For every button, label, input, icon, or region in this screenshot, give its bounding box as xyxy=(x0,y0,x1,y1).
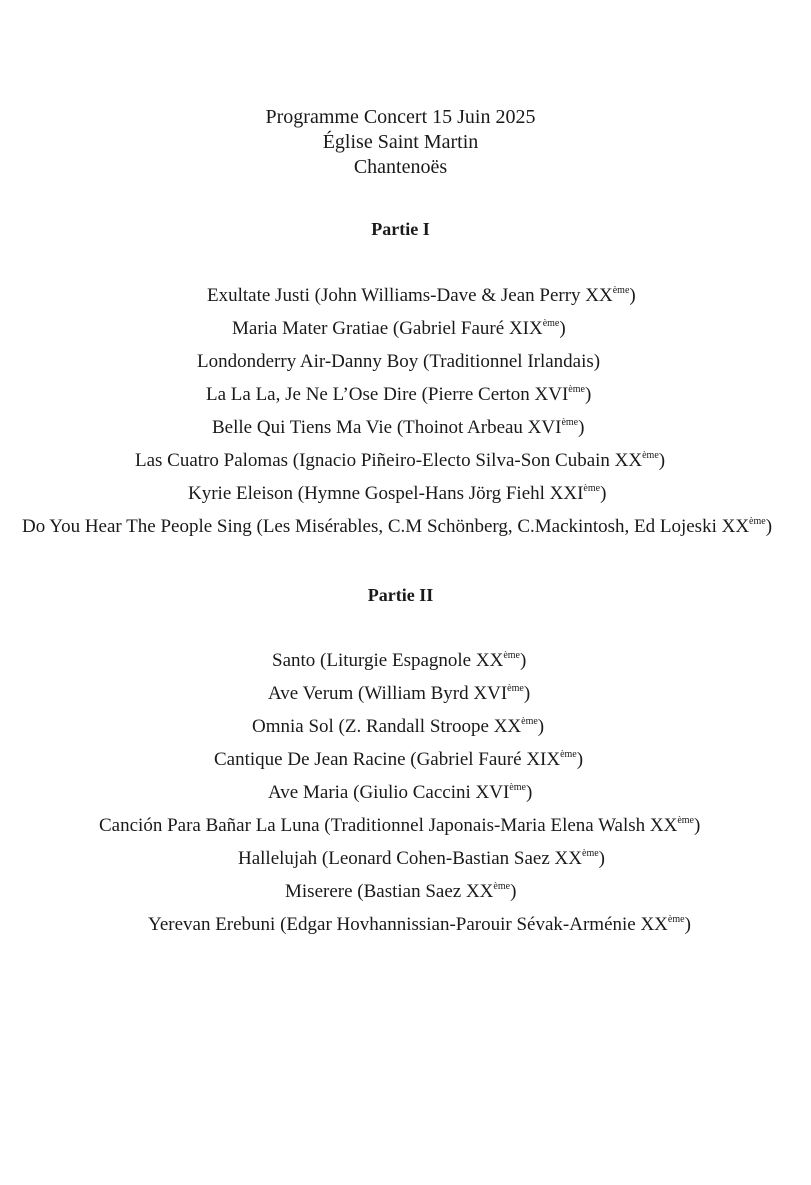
piece-title: Hallelujah (Leonard Cohen-Bastian Saez XX xyxy=(238,848,582,869)
piece-superscript: ème xyxy=(503,650,520,661)
piece-title: Miserere (Bastian Saez XX xyxy=(285,881,494,902)
piece-line xyxy=(285,880,516,904)
piece-line xyxy=(232,317,566,341)
piece-superscript: ème xyxy=(582,848,599,859)
piece-close: ) xyxy=(578,417,585,438)
piece-superscript: ème xyxy=(568,384,585,395)
document-title: Programme Concert 15 Juin 2025 xyxy=(265,106,536,128)
piece-title: Exultate Justi (John Williams-Dave & Jean Perry XX xyxy=(207,285,613,306)
piece-superscript: ème xyxy=(642,450,659,461)
piece-line xyxy=(272,649,526,673)
piece-title: Yerevan Erebuni (Edgar Hovhannissian-Parouir Sévak-Arménie XX xyxy=(148,914,668,935)
piece-line xyxy=(188,482,606,506)
piece-close: ) xyxy=(765,516,773,537)
piece-title: La La La, Je Ne L’Ose Dire (Pierre Certon XVI xyxy=(206,384,569,405)
piece-title: Cantique De Jean Racine (Gabriel Fauré XIX xyxy=(214,749,561,770)
piece-line xyxy=(252,715,544,739)
piece-line xyxy=(207,284,636,308)
piece-close: ) xyxy=(694,815,701,836)
piece-superscript: ème xyxy=(560,749,577,760)
piece-close: ) xyxy=(684,914,691,935)
piece-superscript: ème xyxy=(677,815,694,826)
piece-close: ) xyxy=(525,782,533,803)
piece-line xyxy=(214,748,583,772)
piece-line xyxy=(22,515,772,539)
piece-close: ) xyxy=(629,285,636,306)
piece-title: Kyrie Eleison (Hymne Gospel-Hans Jörg Fiehl XXI xyxy=(188,483,584,504)
piece-title: Santo (Liturgie Espagnole XX xyxy=(272,650,504,671)
piece-title: Londonderry Air-Danny Boy (Traditionnel Irlandais) xyxy=(197,351,601,372)
piece-close: ) xyxy=(519,650,527,671)
piece-superscript: ème xyxy=(749,516,766,527)
piece-superscript: ème xyxy=(561,417,579,428)
piece-close: ) xyxy=(576,749,584,770)
piece-line xyxy=(212,416,584,440)
piece-title: Belle Qui Tiens Ma Vie (Thoinot Arbeau XVI xyxy=(212,417,562,438)
piece-line xyxy=(197,350,600,374)
piece-close: ) xyxy=(658,450,666,471)
choir-name: Chantenoës xyxy=(353,156,448,178)
piece-close: ) xyxy=(537,716,545,737)
piece-close: ) xyxy=(598,848,605,869)
piece-superscript: ème xyxy=(493,881,511,892)
piece-title: Las Cuatro Palomas (Ignacio Piñeiro-Electo Silva-Son Cubain XX xyxy=(135,450,643,471)
piece-title: Omnia Sol (Z. Randall Stroope XX xyxy=(252,716,522,737)
piece-line xyxy=(148,913,691,937)
piece-title: Maria Mater Gratiae (Gabriel Fauré XIX xyxy=(232,318,543,339)
piece-close: ) xyxy=(600,483,607,504)
piece-superscript: ème xyxy=(667,914,685,925)
piece-close: ) xyxy=(584,384,592,405)
piece-close: ) xyxy=(523,683,531,704)
piece-line xyxy=(238,847,605,871)
piece-title: Ave Maria (Giulio Caccini XVI xyxy=(268,782,510,803)
piece-title: Do You Hear The People Sing (Les Misérables, C.M Schönberg, C.Mackintosh, Ed Lojeski XX xyxy=(22,516,750,537)
piece-line xyxy=(135,449,665,473)
venue-line: Église Saint Martin xyxy=(322,131,479,153)
piece-superscript: ème xyxy=(507,683,524,694)
piece-close: ) xyxy=(559,318,566,339)
piece-close: ) xyxy=(510,881,517,902)
piece-title: Canción Para Bañar La Luna (Traditionnel Japonais-Maria Elena Walsh XX xyxy=(99,815,678,836)
piece-superscript: ème xyxy=(542,318,560,329)
piece-superscript: ème xyxy=(583,483,601,494)
piece-superscript: ème xyxy=(521,716,538,727)
part-2-heading: Partie II xyxy=(367,585,434,605)
piece-line xyxy=(99,814,700,838)
piece-superscript: ème xyxy=(509,782,526,793)
part-1-heading: Partie I xyxy=(371,219,430,239)
piece-title: Ave Verum (William Byrd XVI xyxy=(268,683,508,704)
piece-line xyxy=(206,383,591,407)
piece-line xyxy=(268,781,532,805)
piece-superscript: ème xyxy=(612,285,630,296)
piece-line xyxy=(268,682,530,706)
